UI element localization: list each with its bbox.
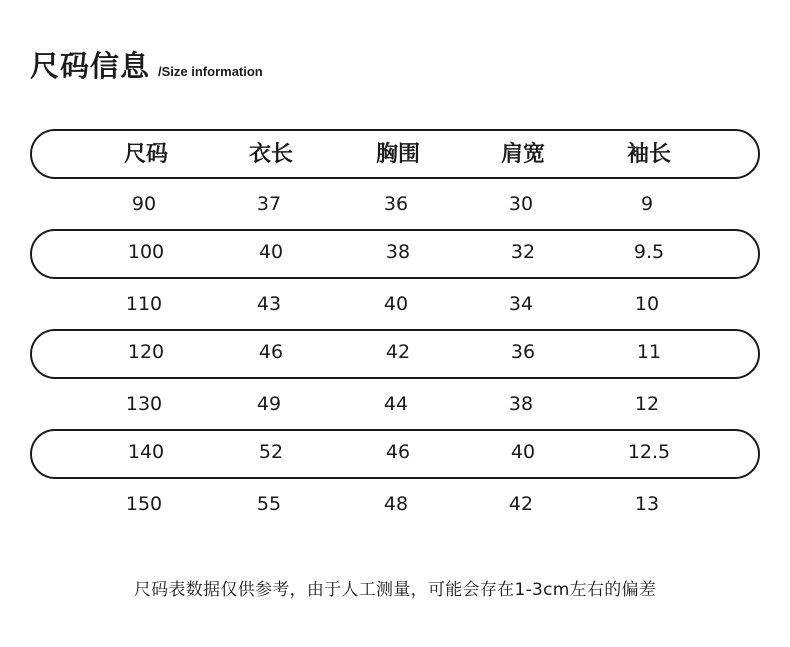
table-cell: 43 — [256, 293, 282, 315]
table-cell: 38 — [385, 241, 411, 263]
table-cell: 55 — [256, 493, 282, 515]
table-cell: 110 — [125, 293, 163, 315]
header-size: 尺码 — [123, 141, 168, 167]
table-cell: 40 — [510, 441, 536, 463]
table-cell: 52 — [258, 441, 284, 463]
table-cell: 36 — [510, 341, 536, 363]
table-cell: 40 — [258, 241, 284, 263]
table-cell: 37 — [256, 193, 282, 215]
page-title: 尺码信息 — [30, 49, 151, 83]
table-cell: 120 — [127, 341, 165, 363]
table-cell: 12 — [634, 393, 660, 415]
table-cell: 90 — [131, 193, 157, 215]
table-cell: 140 — [127, 441, 165, 463]
size-table — [30, 129, 760, 529]
table-row — [30, 479, 760, 529]
table-row — [30, 429, 760, 479]
table-cell: 40 — [383, 293, 409, 315]
page-subtitle: /Size information — [158, 64, 263, 79]
table-cell: 42 — [385, 341, 411, 363]
table-cell: 46 — [385, 441, 411, 463]
table-row — [30, 329, 760, 379]
table-cell: 13 — [634, 493, 660, 515]
table-cell: 150 — [125, 493, 163, 515]
table-cell: 12.5 — [627, 441, 671, 463]
header-chest: 胸围 — [375, 141, 420, 167]
header-length: 衣长 — [248, 141, 293, 167]
table-cell: 48 — [383, 493, 409, 515]
table-cell: 11 — [636, 341, 662, 363]
table-cell: 9 — [640, 193, 654, 215]
table-cell: 44 — [383, 393, 409, 415]
header-sleeve: 袖长 — [626, 141, 671, 167]
title-row — [30, 44, 263, 84]
table-cell: 10 — [634, 293, 660, 315]
table-cell: 34 — [508, 293, 534, 315]
table-cell: 38 — [508, 393, 534, 415]
measurement-note: 尺码表数据仅供参考，由于人工测量，可能会存在1-3cm左右的偏差 — [133, 580, 657, 600]
table-cell: 49 — [256, 393, 282, 415]
table-cell: 100 — [127, 241, 165, 263]
table-cell: 36 — [383, 193, 409, 215]
table-cell: 30 — [508, 193, 534, 215]
table-header-row — [30, 129, 760, 179]
table-cell: 130 — [125, 393, 163, 415]
table-cell: 32 — [510, 241, 536, 263]
table-row — [30, 229, 760, 279]
header-shoulder: 肩宽 — [500, 141, 545, 167]
table-cell: 46 — [258, 341, 284, 363]
table-row — [30, 179, 760, 229]
table-cell: 9.5 — [633, 241, 665, 263]
table-row — [30, 279, 760, 329]
table-row — [30, 379, 760, 429]
table-cell: 42 — [508, 493, 534, 515]
